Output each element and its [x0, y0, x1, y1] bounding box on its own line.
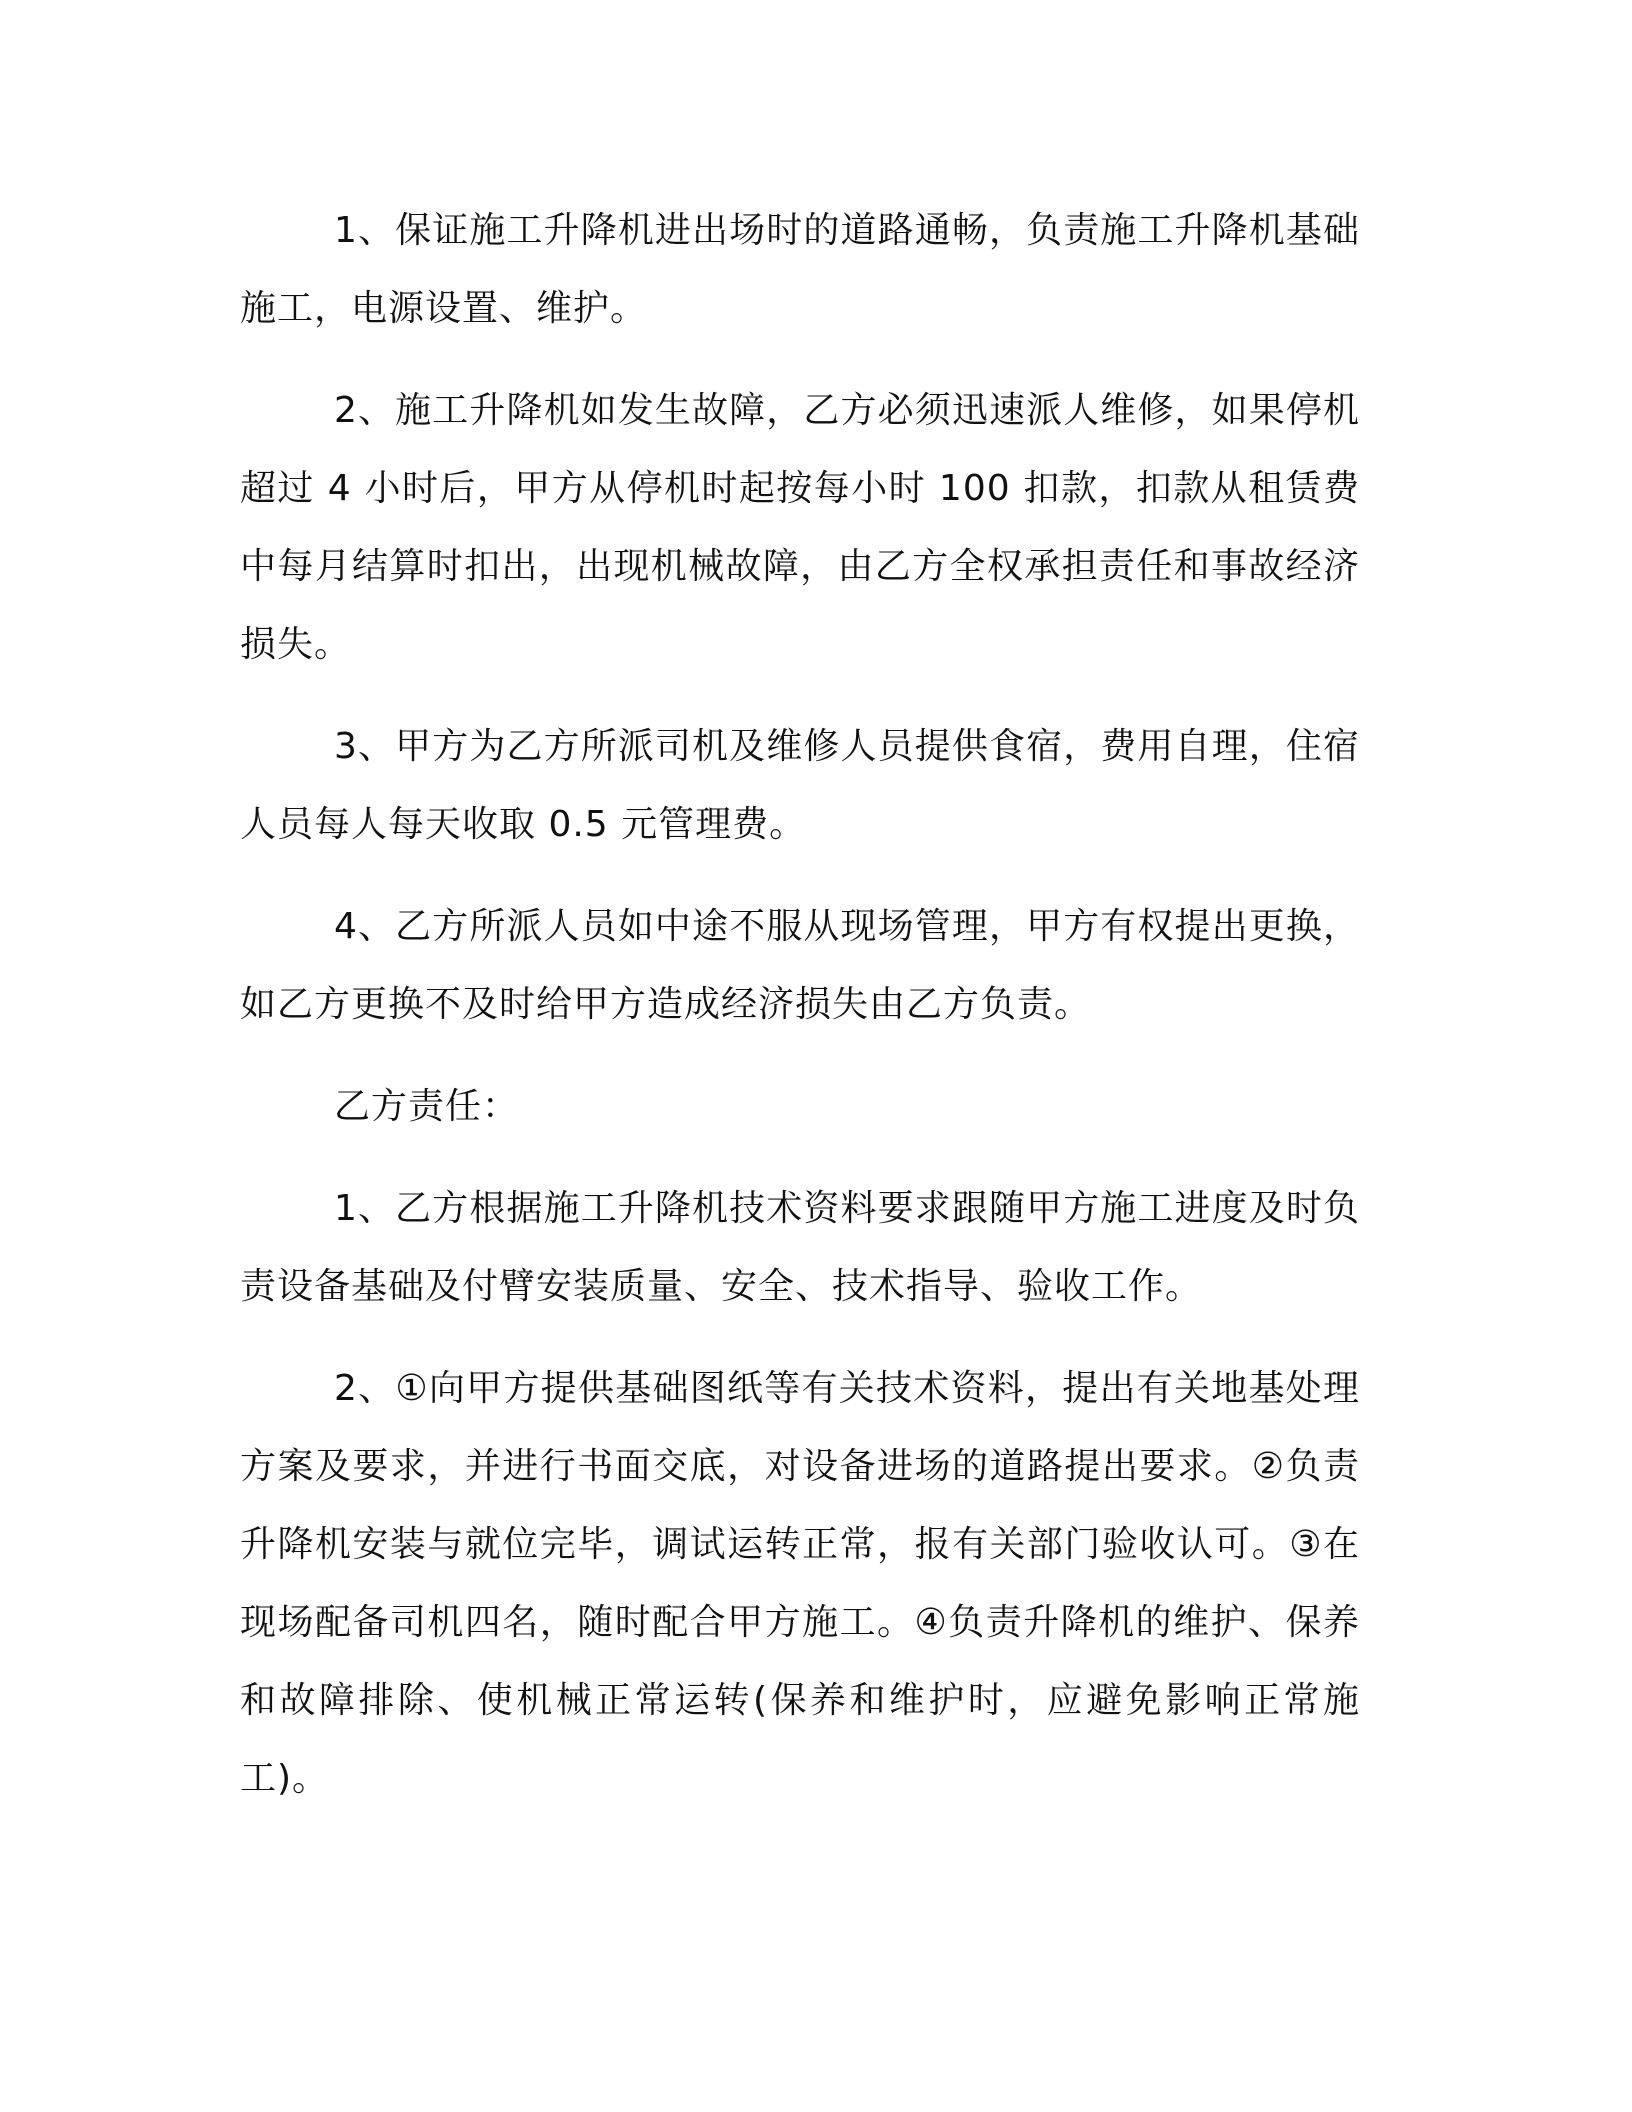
- clause-party-a-3: 3、甲方为乙方所派司机及维修人员提供食宿，费用自理，住宿人员每人每天收取 0.5 元管理费。: [240, 726, 1360, 845]
- document-page: [240, 192, 1360, 1842]
- section-heading-party-b: 乙方责任：: [334, 1086, 520, 1127]
- clause-party-a-1: 1、保证施工升降机进出场时的道路通畅，负责施工升降机基础施工，电源设置、维护。: [240, 210, 1360, 329]
- clause-party-a-4: 4、乙方所派人员如中途不服从现场管理，甲方有权提出更换，如乙方更换不及时给甲方造成经济损失由乙方负责。: [240, 906, 1360, 1025]
- clause-party-b-1: 1、乙方根据施工升降机技术资料要求跟随甲方施工进度及时负责设备基础及付臂安装质量、安全、技术指导、验收工作。: [240, 1188, 1360, 1307]
- clause-party-a-2: 2、施工升降机如发生故障，乙方必须迅速派人维修，如果停机超过 4 小时后，甲方从停机时起按每小时 100 扣款，扣款从租赁费中每月结算时扣出，出现机械故障，由乙方全权承担责任和事故经济损失。: [240, 390, 1360, 665]
- clause-party-b-2: 2、①向甲方提供基础图纸等有关技术资料，提出有关地基处理方案及要求，并进行书面交底，对设备进场的道路提出要求。②负责升降机安装与就位完毕，调试运转正常，报有关部门验收认可。③在现场配备司机四名，随时配合甲方施工。④负责升降机的维护、保养和故障排除、使机械正常运转(保养和维护时，应避免影响正常施工)。: [240, 1368, 1360, 1799]
